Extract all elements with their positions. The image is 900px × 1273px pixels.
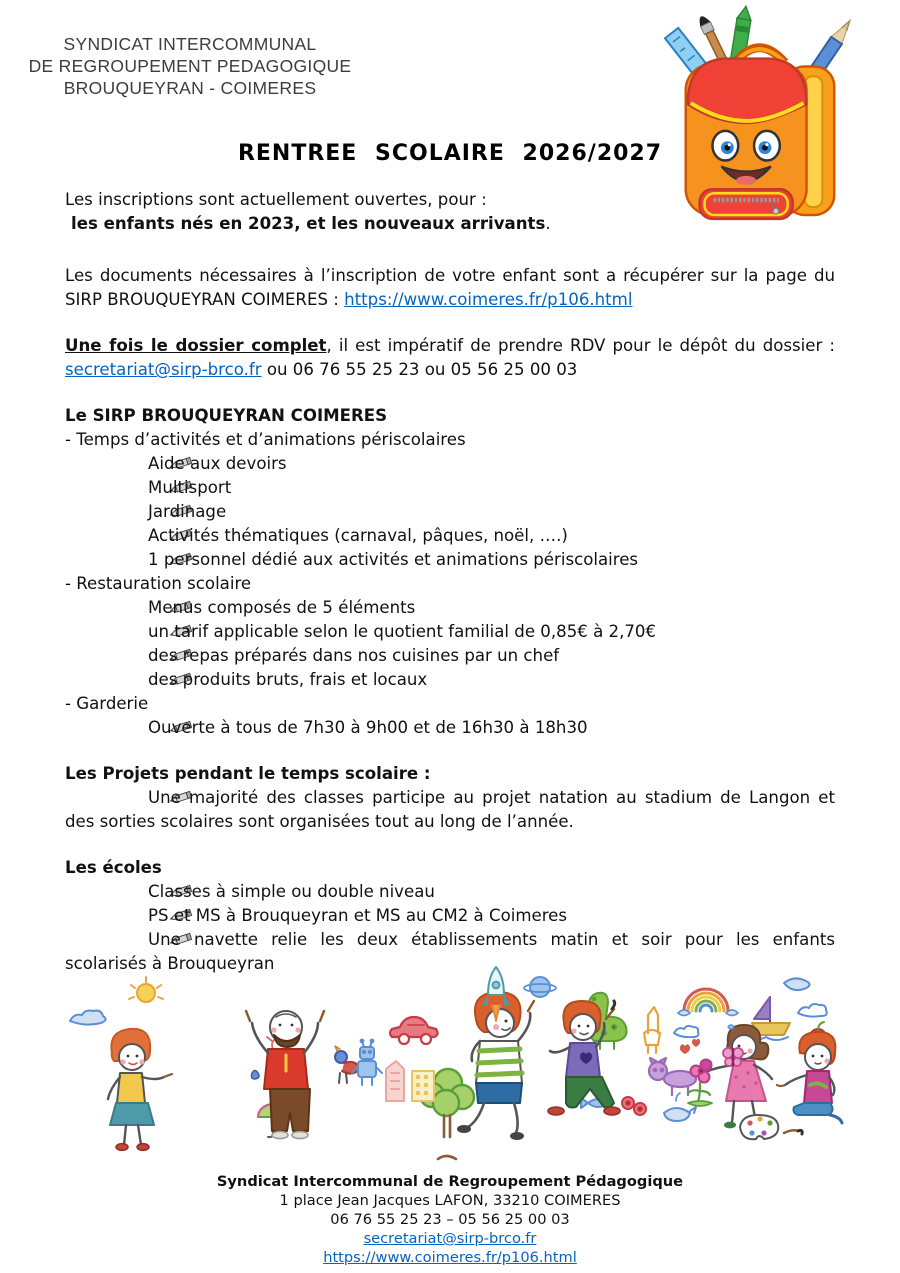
documents-paragraph	[65, 264, 835, 312]
intro-paragraph	[65, 188, 835, 236]
list-item-label: Une navette relie les deux établissements matin et soir pour les enfants scolarisés à Brouqueyran	[65, 930, 835, 973]
documents-text: Les documents nécessaires à l’inscription de votre enfant sont a récupérer sur la page du SIRP BROUQUEYRAN COIMERES :	[65, 266, 835, 309]
list-item	[65, 716, 835, 740]
footer-org-name: Syndicat Intercommunal de Regroupement Pédagogique	[216, 1173, 684, 1190]
sirp-restauration-label: - Restauration scolaire	[65, 574, 252, 593]
list-item	[65, 904, 835, 928]
list-item-label: Ouverte à tous de 7h30 à 9h00 et de 16h30 à 18h30	[148, 718, 588, 737]
list-item-label: 1 personnel dédié aux activités et animations périscolaires	[148, 550, 639, 569]
list-item	[65, 476, 835, 500]
intro-line1: Les inscriptions sont actuellement ouvertes, pour :	[65, 190, 487, 209]
organization-header	[14, 33, 366, 99]
list-item	[65, 524, 835, 548]
list-item-label: Classes à simple ou double niveau	[148, 882, 435, 901]
projets-section	[65, 762, 835, 834]
pencil-bullet-icon	[117, 454, 141, 469]
list-item	[65, 786, 835, 834]
sirp-heading: Le SIRP BROUQUEYRAN COIMERES	[65, 406, 388, 425]
list-item	[65, 596, 835, 620]
list-item	[65, 548, 835, 572]
list-item	[65, 928, 835, 976]
body-content	[65, 188, 835, 976]
pencil-bullet-icon	[117, 550, 141, 565]
list-item-label: Activités thématiques (carnaval, pâques, noël, ….)	[148, 526, 568, 545]
list-item-label: Menus composés de 5 éléments	[148, 598, 416, 617]
intro-period: .	[545, 214, 551, 233]
list-item	[65, 668, 835, 692]
pencil-bullet-icon	[117, 788, 141, 803]
page-title: RENTREE SCOLAIRE 2026/2027	[237, 141, 663, 166]
list-item	[65, 644, 835, 668]
list-item-label: des produits bruts, frais et locaux	[148, 670, 428, 689]
ecoles-section	[65, 856, 835, 976]
pencil-bullet-icon	[117, 598, 141, 613]
footer-email-link[interactable]: secretariat@sirp-brco.fr	[363, 1230, 537, 1247]
secretariat-email-link[interactable]: secretariat@sirp-brco.fr	[65, 360, 262, 379]
pencil-bullet-icon	[117, 930, 141, 945]
sirp-activites-label: - Temps d’activités et d’animations périscolaires	[65, 430, 466, 449]
sirp-garderie-label: - Garderie	[65, 694, 149, 713]
pencil-bullet-icon	[117, 526, 141, 541]
dossier-paragraph	[65, 334, 835, 382]
footer-phones: 06 76 55 25 23 – 05 56 25 00 03	[330, 1211, 570, 1228]
pencil-bullet-icon	[117, 622, 141, 637]
pencil-bullet-icon	[117, 478, 141, 493]
children-drawing-illustration	[28, 975, 872, 1165]
list-item-label: Multisport	[148, 478, 232, 497]
list-item-label: un tarif applicable selon le quotient familial de 0,85€ à 2,70€	[148, 622, 657, 641]
footer-url-link[interactable]: https://www.coimeres.fr/p106.html	[323, 1249, 577, 1266]
ecoles-heading: Les écoles	[65, 858, 162, 877]
sirp-section	[65, 404, 835, 740]
pencil-bullet-icon	[117, 646, 141, 661]
pencil-bullet-icon	[117, 502, 141, 517]
list-item-label: Aide aux devoirs	[148, 454, 287, 473]
dossier-middle: , il est impératif de prendre RDV pour le dépôt du dossier :	[326, 336, 835, 355]
list-item-label: PS et MS à Brouqueyran et MS au CM2 à Coimeres	[148, 906, 568, 925]
footer-address: 1 place Jean Jacques LAFON, 33210 COIMERES	[279, 1192, 621, 1209]
org-line-1: SYNDICAT INTERCOMMUNAL	[63, 34, 317, 54]
footer	[0, 1172, 900, 1267]
inscription-page-link[interactable]: https://www.coimeres.fr/p106.html	[344, 290, 633, 309]
intro-line2: les enfants nés en 2023, et les nouveaux arrivants	[71, 214, 546, 233]
projets-heading: Les Projets pendant le temps scolaire :	[65, 764, 431, 783]
dossier-phones: ou 06 76 55 25 23 ou 05 56 25 00 03	[261, 360, 578, 379]
list-item-label: Une majorité des classes participe au projet natation au stadium de Langon et des sorties scolaires sont organisées tout au long de l’année.	[65, 788, 835, 831]
list-item-label: Jardinage	[148, 502, 227, 521]
org-line-3: BROUQUEYRAN - COIMERES	[63, 78, 317, 98]
dossier-lead: Une fois le dossier complet	[65, 336, 327, 355]
list-item	[65, 880, 835, 904]
pencil-bullet-icon	[117, 718, 141, 733]
list-item-label: des repas préparés dans nos cuisines par un chef	[148, 646, 560, 665]
pencil-bullet-icon	[117, 882, 141, 897]
list-item	[65, 452, 835, 476]
list-item	[65, 620, 835, 644]
org-line-2: DE REGROUPEMENT PEDAGOGIQUE	[28, 56, 352, 76]
pencil-bullet-icon	[117, 670, 141, 685]
list-item	[65, 500, 835, 524]
pencil-bullet-icon	[117, 906, 141, 921]
